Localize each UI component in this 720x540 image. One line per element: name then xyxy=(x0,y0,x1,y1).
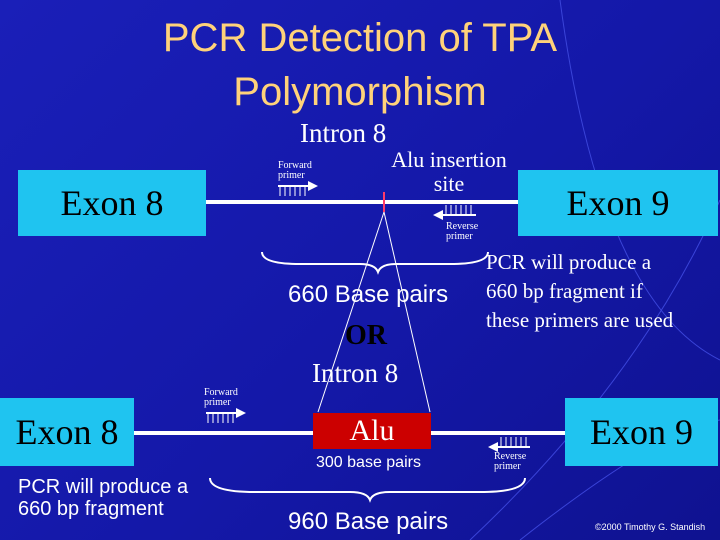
bottom-exon-9-box xyxy=(565,398,718,466)
top-pcr-note xyxy=(486,248,673,335)
bottom-reverse-primer-line2: primer xyxy=(494,461,521,472)
bottom-intron-label: Intron 8 xyxy=(312,358,399,388)
title-line-2: Polymorphism xyxy=(233,70,487,114)
top-exon-8-label: Exon 8 xyxy=(60,183,164,223)
or-label: OR xyxy=(345,320,387,351)
bottom-note-line2: 660 bp fragment xyxy=(18,498,164,520)
top-forward-primer-line1: Forward xyxy=(278,160,312,171)
bottom-reverse-primer-icon xyxy=(488,437,530,452)
top-exon-9-box xyxy=(518,170,718,236)
bottom-pcr-note xyxy=(18,476,188,520)
bottom-reverse-primer-label xyxy=(494,452,526,472)
bottom-span-brace xyxy=(210,478,525,500)
bottom-forward-primer-line1: Forward xyxy=(204,387,238,398)
top-reverse-primer-line1: Reverse xyxy=(446,221,479,232)
alu-label: Alu xyxy=(349,414,395,447)
top-span-label: 660 Base pairs xyxy=(288,281,449,308)
title-line-1: PCR Detection of TPA xyxy=(162,16,558,60)
alu-site-line1: Alu insertion xyxy=(391,147,507,172)
bottom-note-line1: PCR will produce a xyxy=(18,476,189,498)
alu-site-line2: site xyxy=(433,171,465,196)
bottom-forward-primer-line2: primer xyxy=(204,397,231,408)
bottom-exon-8-label: Exon 8 xyxy=(15,412,119,452)
alu-insertion-site-label xyxy=(384,148,514,196)
top-forward-primer-line2: primer xyxy=(278,170,305,181)
top-reverse-primer-line2: primer xyxy=(446,231,473,242)
top-forward-primer-icon xyxy=(278,181,318,196)
top-note-line2: 660 bp fragment if xyxy=(486,279,643,303)
bottom-exon-8-box xyxy=(0,398,134,466)
top-note-line3: these primers are used xyxy=(486,308,674,332)
bottom-forward-primer-icon xyxy=(206,408,246,423)
bottom-reverse-primer-line1: Reverse xyxy=(494,451,527,462)
bottom-forward-primer-label xyxy=(204,388,238,408)
top-exon-9-label: Exon 9 xyxy=(566,183,670,223)
top-note-line1: PCR will produce a xyxy=(486,250,652,274)
bottom-exon-9-label: Exon 9 xyxy=(590,412,693,452)
top-exon-8-box xyxy=(18,170,206,236)
alu-box xyxy=(313,413,431,449)
alu-size-label: 300 base pairs xyxy=(316,454,421,471)
top-forward-primer-label xyxy=(278,161,312,181)
top-intron-label: Intron 8 xyxy=(300,118,387,148)
top-reverse-primer-icon xyxy=(433,205,476,220)
bottom-span-label: 960 Base pairs xyxy=(288,508,449,535)
top-span-brace xyxy=(262,252,488,272)
copyright-text: ©2000 Timothy G. Standish xyxy=(595,522,706,532)
top-reverse-primer-label xyxy=(446,222,478,242)
